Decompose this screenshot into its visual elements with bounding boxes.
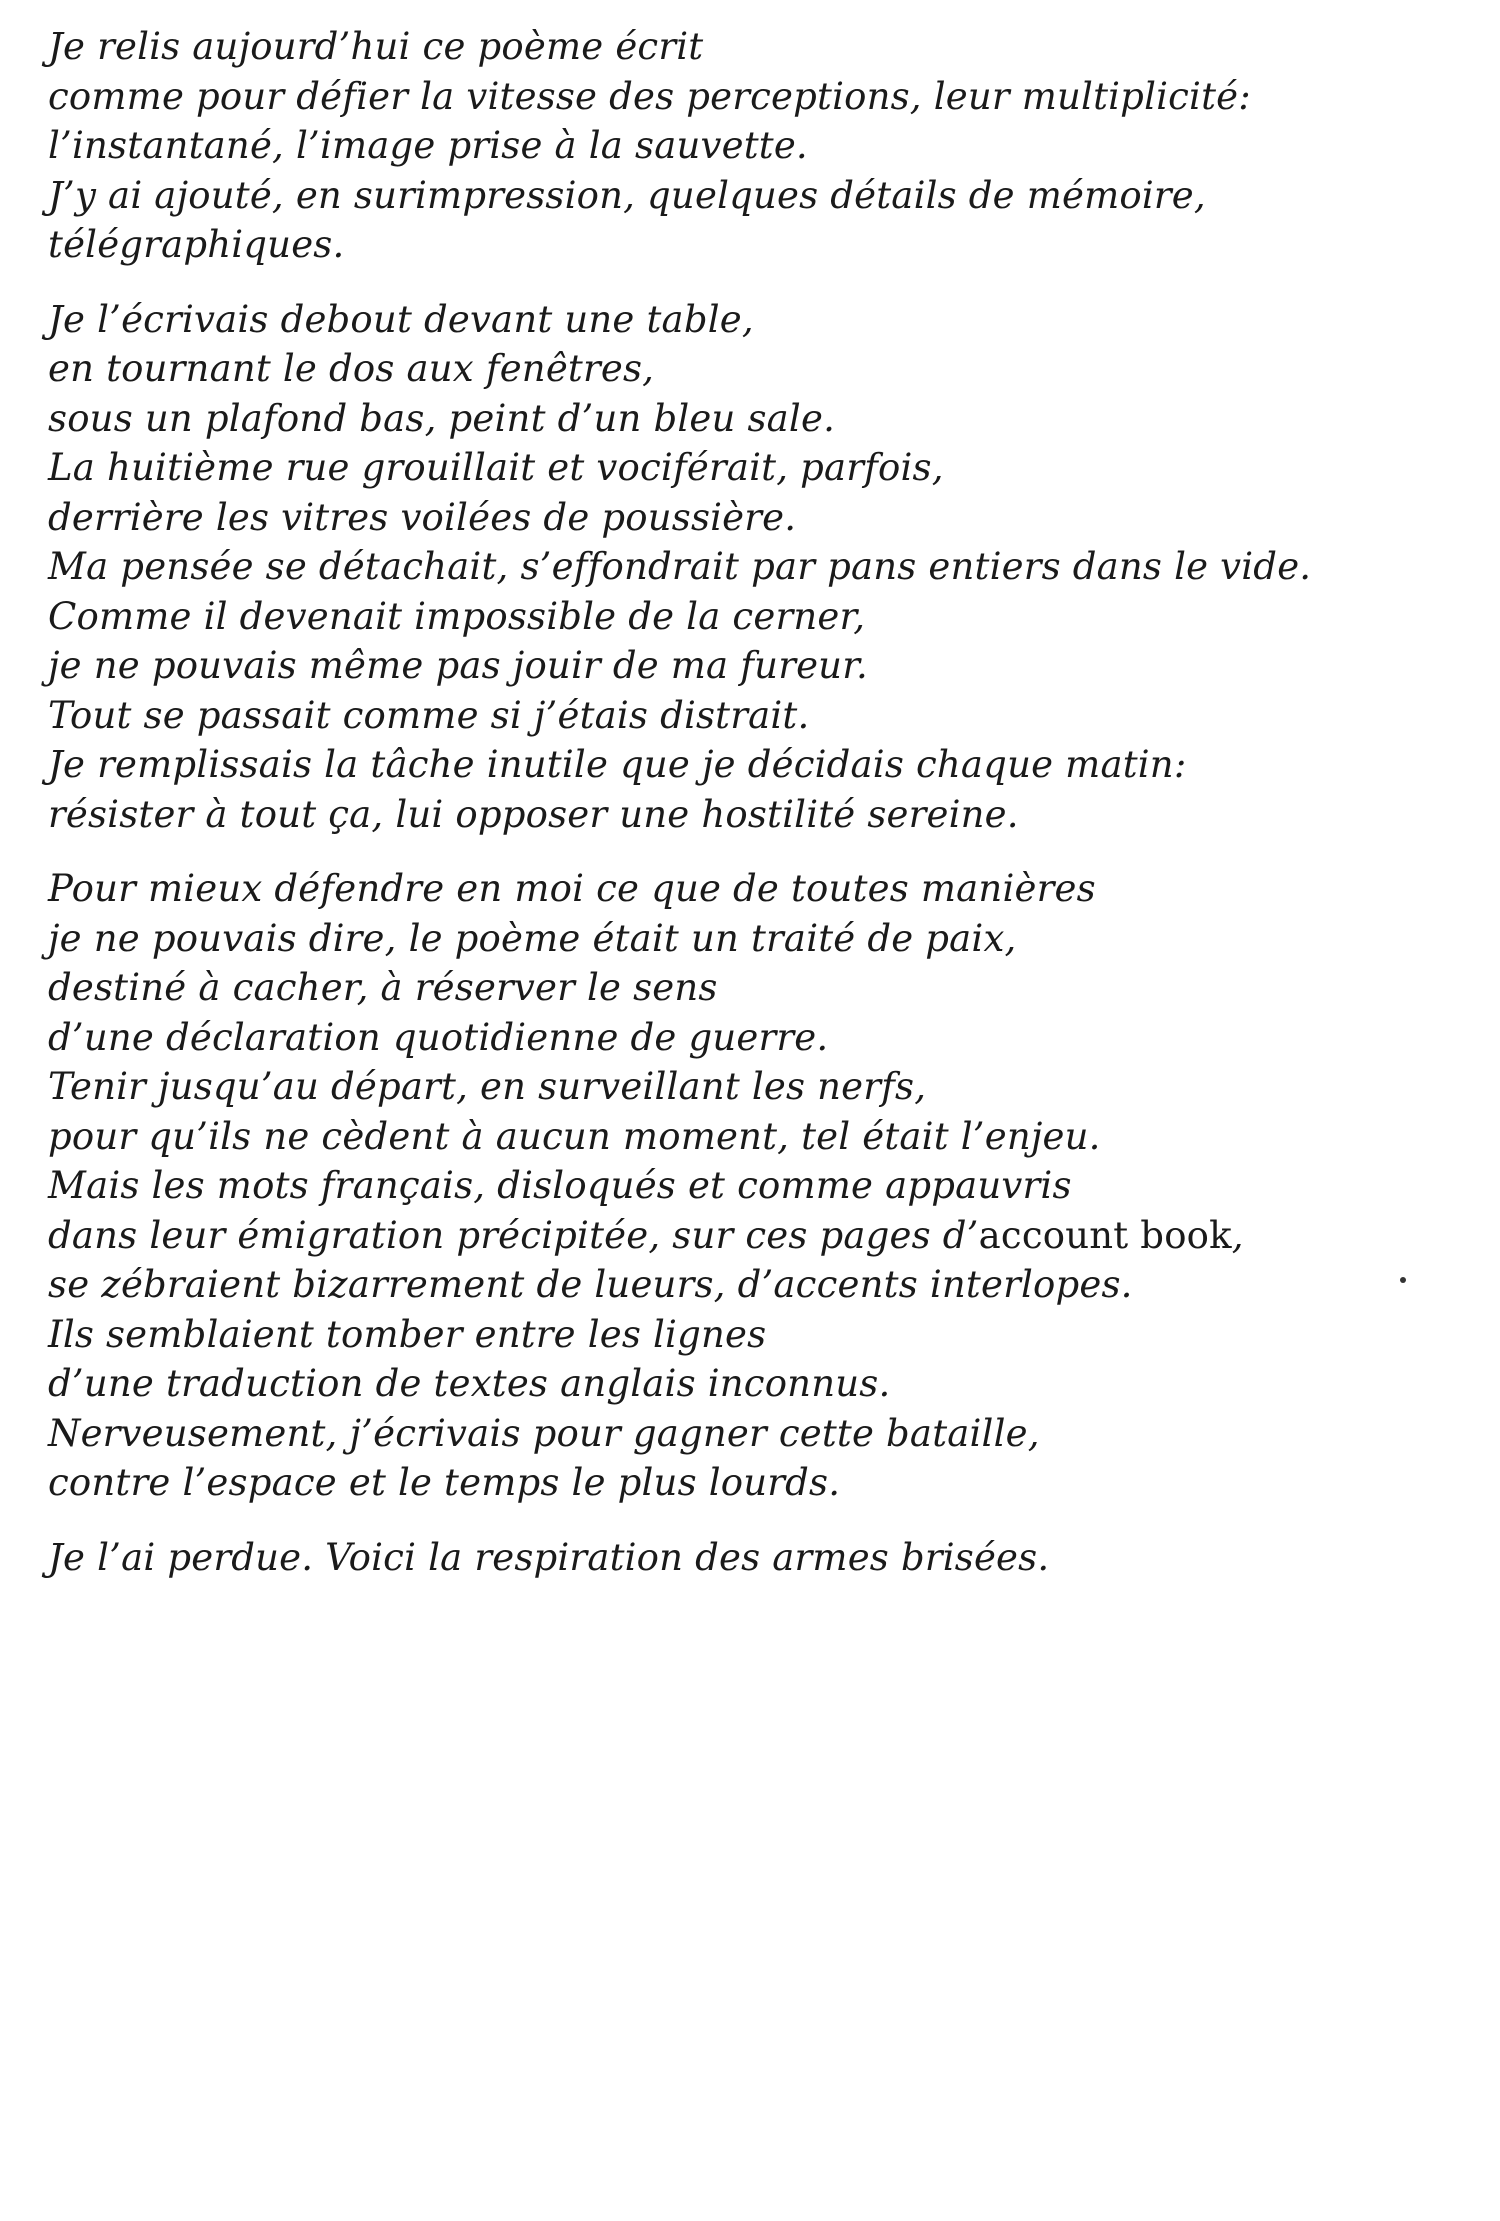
stanza-1 — [48, 22, 1468, 270]
poem-line-end: , — [1231, 1213, 1244, 1257]
poem-line: Ils semblaient tomber entre les lignes — [48, 1312, 767, 1356]
poem-line: d’une déclaration quotidienne de guerre. — [48, 1015, 829, 1059]
poem-line: en tournant le dos aux fenêtres, — [48, 347, 655, 390]
poem-line-start: dans leur émigration précipitée, sur ces pages d’ — [48, 1213, 979, 1257]
poem-line: résister à tout ça, lui opposer une hostilité sereine. — [48, 792, 1019, 836]
poem-line: l’instantané, l’image prise à la sauvette. — [48, 124, 808, 167]
poem-line: se zébraient bizarrement de lueurs, d’accents interlopes. — [48, 1263, 1133, 1306]
poem-line: sous un plafond bas, peint d’un bleu sale. — [48, 396, 836, 440]
poem-line: Pour mieux défendre en moi ce que de toutes manières — [48, 867, 1096, 910]
poem-line: d’une traduction de textes anglais inconnus. — [48, 1362, 891, 1405]
poem-line: Je remplissais la tâche inutile que je décidais chaque matin: — [48, 743, 1187, 786]
poem-line: destiné à cacher, à réserver le sens — [48, 966, 718, 1009]
stanza-3 — [48, 864, 1468, 1508]
roman-phrase: account book — [978, 1213, 1232, 1257]
poem-line: Mais les mots français, disloqués et comme appauvris — [48, 1164, 1072, 1207]
poem-line: Je l’ai perdue. Voici la respiration des armes brisées. — [48, 1535, 1050, 1579]
poem-line: contre l’espace et le temps le plus lourds. — [48, 1461, 841, 1504]
poem-line: pour qu’ils ne cèdent à aucun moment, tel était l’enjeu. — [48, 1114, 1101, 1158]
poem-line: Je l’écrivais debout devant une table, — [48, 297, 754, 341]
poem-line: Ma pensée se détachait, s’effondrait par pans entiers dans le vide. — [48, 545, 1312, 588]
poem-line: Comme il devenait impossible de la cerner, — [48, 594, 866, 638]
poem-line: La huitième rue grouillait et vociférait, parfois, — [48, 446, 944, 489]
poem-line: J’y ai ajouté, en surimpression, quelques détails de mémoire, — [48, 173, 1206, 217]
poem-line: je ne pouvais dire, le poème était un traité de paix, — [48, 916, 1017, 960]
poem-text — [48, 22, 1468, 1607]
poem-line-mixed — [48, 1211, 1468, 1261]
poem-line: Je relis aujourd’hui ce poème écrit — [48, 25, 704, 68]
stanza-4 — [48, 1533, 1468, 1583]
poem-line: derrière les vitres voilées de poussière. — [48, 495, 797, 539]
poem-line: télégraphiques. — [48, 223, 345, 266]
poem-line: Nerveusement, j’écrivais pour gagner cette bataille, — [48, 1411, 1040, 1455]
poem-line: Tenir jusqu’au départ, en surveillant les nerfs, — [48, 1065, 927, 1108]
poem-line: Tout se passait comme si j’étais distrait. — [48, 693, 810, 737]
stanza-2 — [48, 295, 1468, 840]
poem-line: je ne pouvais même pas jouir de ma fureur. — [48, 644, 868, 687]
poem-line: comme pour défier la vitesse des perceptions, leur multiplicité: — [48, 74, 1251, 118]
ink-speck — [1400, 1277, 1406, 1283]
